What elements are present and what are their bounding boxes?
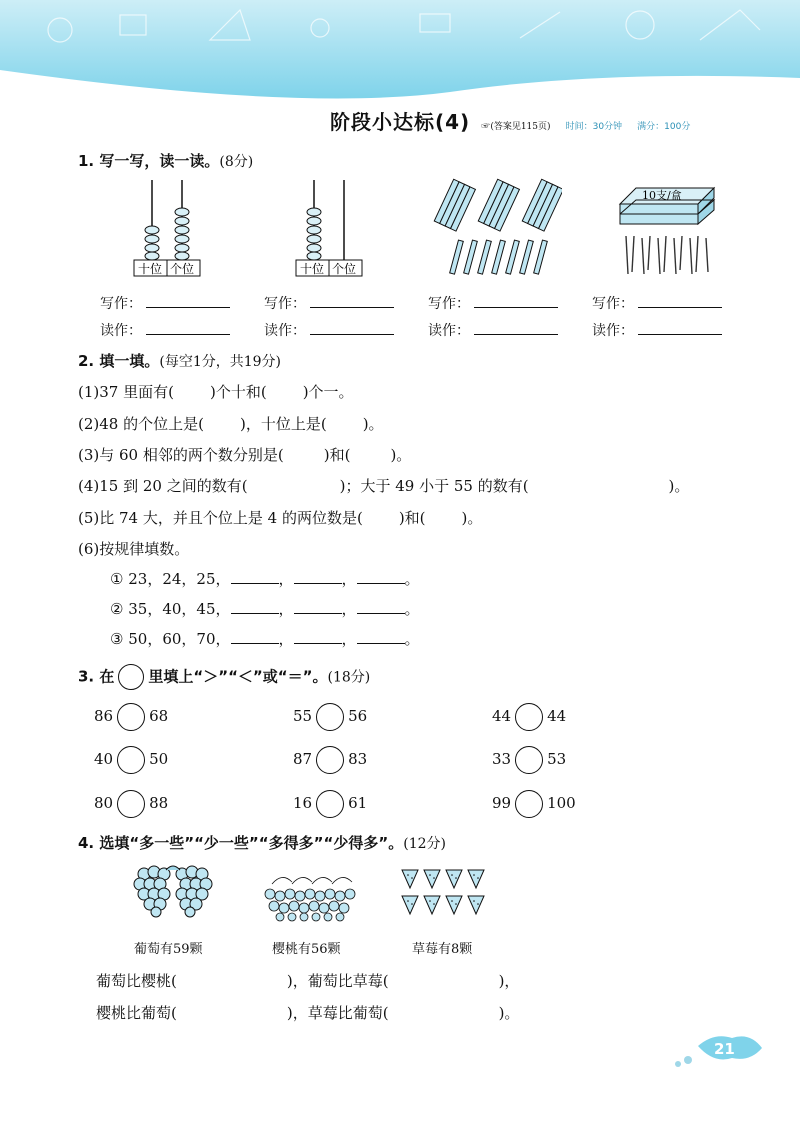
page-title: 阶段小达标(4): [330, 110, 471, 134]
compare-circle[interactable]: [117, 746, 145, 774]
answer-blank[interactable]: [146, 320, 230, 335]
answer-blank[interactable]: [146, 293, 230, 308]
compare-circle[interactable]: [515, 746, 543, 774]
compare-circle[interactable]: [515, 790, 543, 818]
q1-read-4: 读作：: [592, 320, 722, 340]
cherries-image: [262, 872, 358, 922]
q4-sentence-2: 樱桃比葡萄( )，草莓比葡萄( )。: [96, 1004, 520, 1022]
pattern-row-3: ③ 50，60，70， ， ， 。: [110, 630, 420, 648]
stick-bundles: [430, 178, 562, 278]
answer-blank[interactable]: [310, 320, 394, 335]
unit-topic: 100以内数的认识: [633, 82, 740, 96]
answer-blank[interactable]: [357, 599, 405, 614]
answer-blank[interactable]: [231, 599, 279, 614]
abacus-ones-label: 个位: [170, 262, 195, 276]
compare-circle[interactable]: [316, 790, 344, 818]
q1-write-2: 写作：: [264, 293, 394, 313]
q2-item-2: (2)48 的个位上是( )，十位上是( )。: [78, 415, 384, 433]
answer-ref: ☞(答案见115页): [481, 122, 551, 132]
compare-circle[interactable]: [316, 703, 344, 731]
q1-heading: 1. 写一写，读一读。(8分): [78, 152, 254, 170]
q1-read-2: 读作：: [264, 320, 394, 340]
page-number-badge: [670, 1030, 770, 1074]
answer-blank[interactable]: [231, 569, 279, 584]
caption-strawberries: 草莓有8颗: [412, 942, 473, 957]
compare-item: 44 44: [492, 703, 566, 731]
q1-write-3: 写作：: [428, 293, 558, 313]
compare-circle[interactable]: [117, 703, 145, 731]
abacus-1: [130, 176, 206, 278]
full-score: 满分：100分: [637, 122, 691, 132]
pattern-row-1: ① 23，24，25， ， ， 。: [110, 570, 420, 588]
q2-item-4: (4)15 到 20 之间的数有( )；大于 49 小于 55 的数有( )。: [78, 477, 690, 495]
answer-blank[interactable]: [294, 569, 342, 584]
page-number: 21: [714, 1040, 735, 1058]
answer-blank[interactable]: [294, 599, 342, 614]
compare-item: 16 61: [293, 790, 367, 818]
title-row: [330, 106, 690, 135]
q4-sentence-1: 葡萄比樱桃( )，葡萄比草莓( )，: [96, 972, 520, 990]
compare-item: 55 56: [293, 703, 367, 731]
unit-label: 第三单元: [562, 82, 615, 96]
q4-heading: 4. 选填“多一些”“少一些”“多得多”“少得多”。(12分): [78, 834, 446, 852]
q1-read-1: 读作：: [100, 320, 230, 340]
caption-cherries: 樱桃有56颗: [272, 942, 341, 957]
q3-heading: 3. 在 里填上“＞”“＜”或“＝”。(18分): [78, 664, 370, 690]
answer-blank[interactable]: [310, 293, 394, 308]
abacus-tens-label: 十位: [138, 262, 163, 276]
grapes-image: [130, 862, 216, 918]
q1-write-4: 写作：: [592, 293, 722, 313]
answer-blank[interactable]: [357, 629, 405, 644]
answer-blank[interactable]: [638, 320, 722, 335]
answer-blank[interactable]: [357, 569, 405, 584]
answer-blank[interactable]: [231, 629, 279, 644]
answer-blank[interactable]: [474, 320, 558, 335]
unit-tag: [549, 80, 740, 97]
q2-item-6: (6)按规律填数。: [78, 540, 190, 558]
q2-heading: 2. 填一填。(每空1分，共19分): [78, 352, 282, 370]
pattern-row-2: ② 35，40，45， ， ， 。: [110, 600, 420, 618]
abacus-2: [292, 176, 368, 278]
answer-blank[interactable]: [294, 629, 342, 644]
answer-blank[interactable]: [638, 293, 722, 308]
answer-blank[interactable]: [474, 293, 558, 308]
strawberries-image: [398, 864, 490, 920]
compare-item: 86 68: [94, 703, 168, 731]
time-limit: 时间：30分钟: [565, 122, 623, 132]
compare-item: 40 50: [94, 746, 168, 774]
compare-item: 99 100: [492, 790, 576, 818]
q1-write-1: 写作：: [100, 293, 230, 313]
compare-item: 80 88: [94, 790, 168, 818]
circle-icon: [118, 664, 144, 690]
compare-circle[interactable]: [515, 703, 543, 731]
compare-circle[interactable]: [117, 790, 145, 818]
pencil-boxes: [618, 184, 718, 280]
q1-read-3: 读作：: [428, 320, 558, 340]
compare-item: 33 53: [492, 746, 566, 774]
compare-circle[interactable]: [316, 746, 344, 774]
box-label: 10支/盒: [642, 189, 682, 202]
abacus-tens-label: 十位: [300, 262, 325, 276]
q2-item-5: (5)比 74 大，并且个位上是 4 的两位数是( )和( )。: [78, 509, 483, 527]
q2-item-3: (3)与 60 相邻的两个数分别是( )和( )。: [78, 446, 412, 464]
caption-grapes: 葡萄有59颗: [134, 942, 203, 957]
abacus-ones-label: 个位: [332, 262, 357, 276]
q2-item-1: (1)37 里面有( )个十和( )个一。: [78, 383, 354, 401]
compare-item: 87 83: [293, 746, 367, 774]
